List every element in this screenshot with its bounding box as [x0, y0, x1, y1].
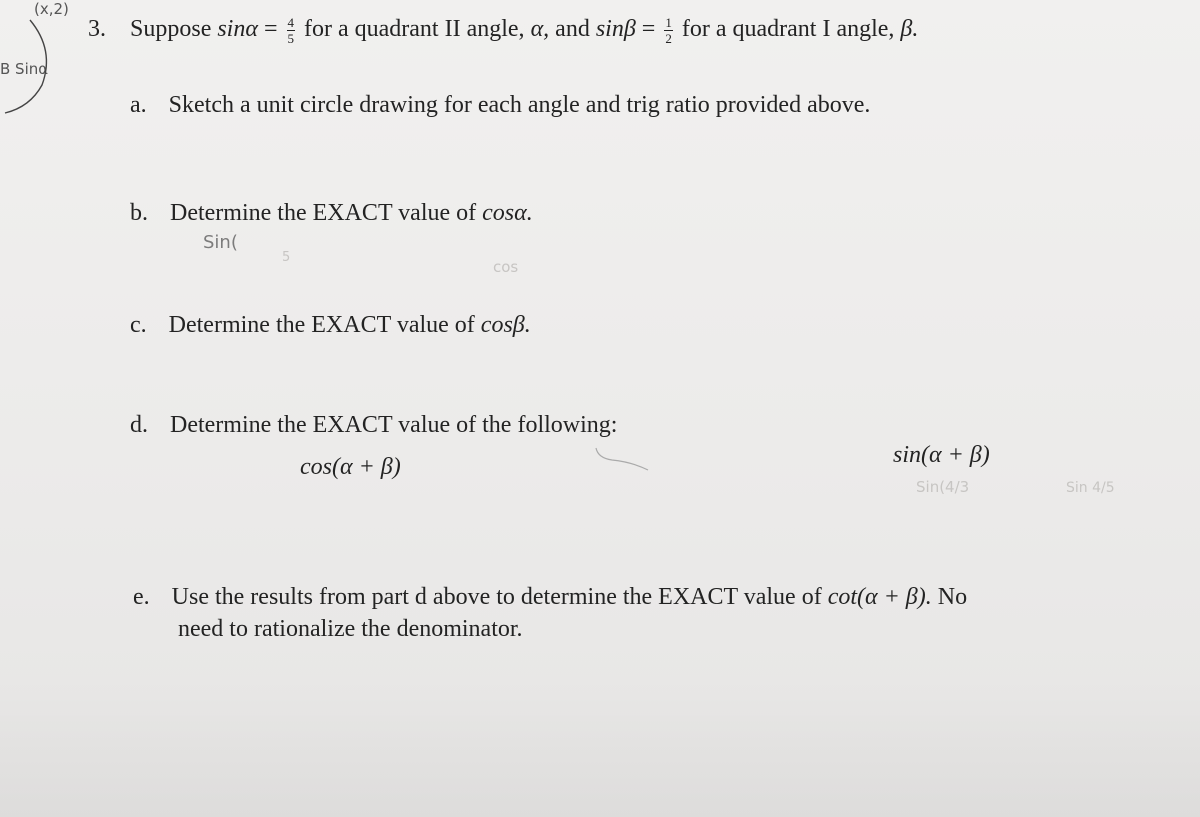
- sin-alpha-plus-beta: sin(α + β): [893, 442, 990, 468]
- and-text: and: [555, 16, 590, 43]
- beta-symbol: β.: [900, 16, 919, 43]
- sin-alpha: sinα: [217, 16, 258, 43]
- part-c-text: Determine the EXACT value of: [168, 312, 475, 338]
- cos-beta: cosβ.: [480, 312, 531, 338]
- beta-fraction: $\frac{1}{2}$: [665, 15, 672, 46]
- handwritten-sin-expression: Sin(4/3: [916, 478, 970, 496]
- equals-sign: =: [641, 16, 656, 43]
- handwritten-tick: [592, 444, 652, 474]
- alpha-quadrant-text: for a quadrant II angle,: [304, 16, 525, 43]
- alpha-symbol: α,: [530, 16, 550, 43]
- part-d-text: Determine the EXACT value of the following:: [170, 412, 618, 438]
- part-e-text-2: need to rationalize the denominator.: [178, 616, 523, 642]
- part-e: [133, 584, 967, 611]
- handwritten-sin: Sin(: [203, 232, 238, 253]
- part-c: [130, 312, 531, 339]
- handwritten-sin-note: B Sinα: [0, 60, 49, 78]
- equals-sign: =: [263, 16, 278, 43]
- cot-alpha-plus-beta: cot(α + β).: [827, 584, 932, 610]
- handwritten-point: (x,2): [34, 0, 69, 18]
- part-c-label: c.: [130, 312, 147, 338]
- cos-alpha-plus-beta: cos(α + β): [300, 454, 401, 480]
- part-e-label: e.: [133, 584, 150, 610]
- part-a: [130, 92, 870, 119]
- sin-beta: sinβ: [595, 16, 636, 43]
- problem-number: 3.: [88, 16, 106, 43]
- alpha-fraction: $\frac{4}{5}$: [287, 15, 294, 46]
- beta-quadrant-text: for a quadrant I angle,: [681, 16, 895, 43]
- part-a-text: Sketch a unit circle drawing for each angle and trig ratio provided above.: [168, 92, 871, 118]
- intro-text: Suppose: [130, 16, 212, 43]
- handwritten-five: 5: [282, 250, 291, 265]
- handwritten-sin-expression-2: Sin 4/5: [1066, 480, 1115, 496]
- part-b-label: b.: [130, 200, 148, 226]
- handwritten-arc: [0, 15, 60, 115]
- part-b-text: Determine the EXACT value of: [170, 200, 477, 226]
- cos-alpha: cosα.: [482, 200, 533, 226]
- part-a-label: a.: [130, 92, 147, 118]
- part-e-text-1: Use the results from part d above to determine the EXACT value of: [171, 584, 822, 610]
- page-shadow: [0, 677, 1200, 817]
- handwritten-cos: cos: [493, 258, 519, 276]
- part-e-no: No: [937, 584, 968, 610]
- part-b: [130, 200, 533, 227]
- part-d-label: d.: [130, 412, 148, 438]
- problem-3-statement: [88, 16, 918, 45]
- part-d: [130, 412, 617, 439]
